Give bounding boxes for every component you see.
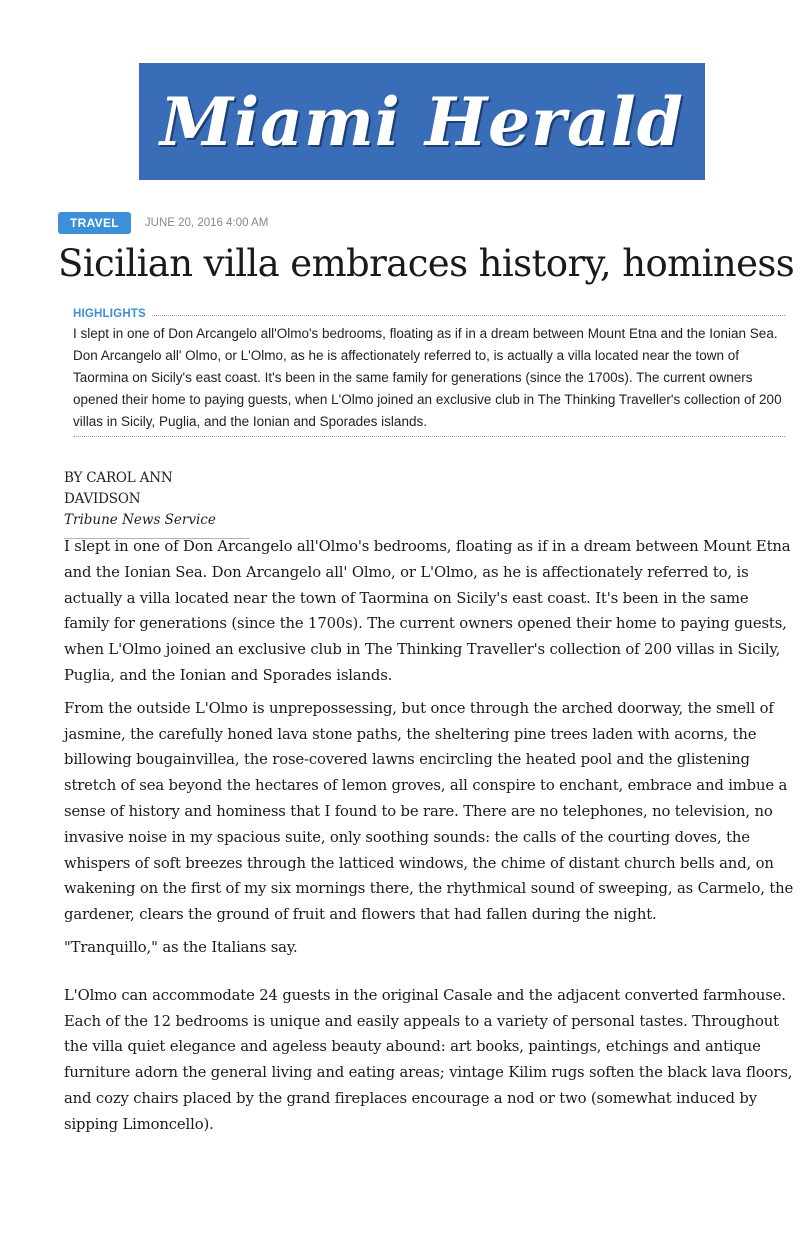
highlights-text: I slept in one of Don Arcangelo all'Olmo's bedrooms, floating as if in a dream between Mount Etna and the Ionian Sea. Don Arcangelo all' Olmo, or L'Olmo, as he is affectionately referred to, is actually a villa located near the town of Taormina on Sicily's east coast. It's been in the same family for generations (since the 1700s). The current owners opened their home to paying guests, when L'Olmo joined an exclusive club in The Thinking Traveller's collection of 200 villas in Sicily, Puglia, and the Ionian and Sporades islands. [73, 326, 782, 429]
highlights-divider-top [152, 315, 785, 316]
publish-date: JUNE 20, 2016 4:00 AM [144, 217, 269, 229]
body-paragraph: From the outside L'Olmo is unprepossessing, but once through the arched doorway, the smell of jasmine, the carefully honed lava stone paths, the sheltering pine trees laden with acorns, the billowing bougainvillea, the rose-covered lawns encircling the heated pool and the glistening stretch of sea beyond the hectares of lemon groves, all conspire to enchant, embrace and imbue a sense of history and hominess that I found to be rare. There are no telephones, no television, no invasive noise in my spacious suite, only soothing sounds: the calls of the courting doves, the whispers of soft breezes through the latticed windows, the chime of distant church bells and, on wakening on the first of my six mornings there, the rhythmical sound of sweeping, as Carmelo, the gardener, clears the ground of fruit and flowers that had fallen during the night. [64, 699, 794, 924]
byline-source: Tribune News Service [64, 512, 216, 528]
article-meta [58, 212, 268, 234]
body-paragraph: L'Olmo can accommodate 24 guests in the original Casale and the adjacent converted farmhouse. Each of the 12 bedrooms is unique and easily appeals to a variety of personal tastes. Throughout the villa quiet elegance and ageless beauty abound: art books, paintings, etchings and antique furniture adorn the general living and eating areas; vintage Kilim rugs soften the black lava floors, and cozy chairs placed by the grand fireplaces encourage a nod or two (somewhat induced by sipping Limoncello). [64, 986, 793, 1133]
highlights-divider-bottom [73, 436, 785, 437]
highlights-box [73, 308, 785, 437]
article-body [64, 534, 796, 1145]
byline-author: BY CAROL ANN DAVIDSON [64, 470, 173, 507]
highlights-header [73, 308, 785, 320]
body-paragraph: "Tranquillo," as the Italians say. [64, 938, 298, 956]
article-headline: Sicilian villa embraces history, hominess [58, 242, 795, 285]
body-paragraph: I slept in one of Don Arcangelo all'Olmo's bedrooms, floating as if in a dream between Mount Etna and the Ionian Sea. Don Arcangelo all' Olmo, or L'Olmo, as he is affectionately referred to, is actually a villa located near the town of Taormina on Sicily's east coast. It's been in the same family for generations (since the 1700s). The current owners opened their home to paying guests, when L'Olmo joined an exclusive club in The Thinking Traveller's collection of 200 villas in Sicily, Puglia, and the Ionian and Sporades islands. [64, 538, 791, 684]
category-badge[interactable]: TRAVEL [58, 212, 131, 234]
masthead-logo[interactable] [139, 63, 705, 180]
byline [64, 468, 250, 539]
highlights-label: HIGHLIGHTS [73, 308, 146, 320]
masthead-wordmark: Miami Herald [160, 82, 684, 161]
